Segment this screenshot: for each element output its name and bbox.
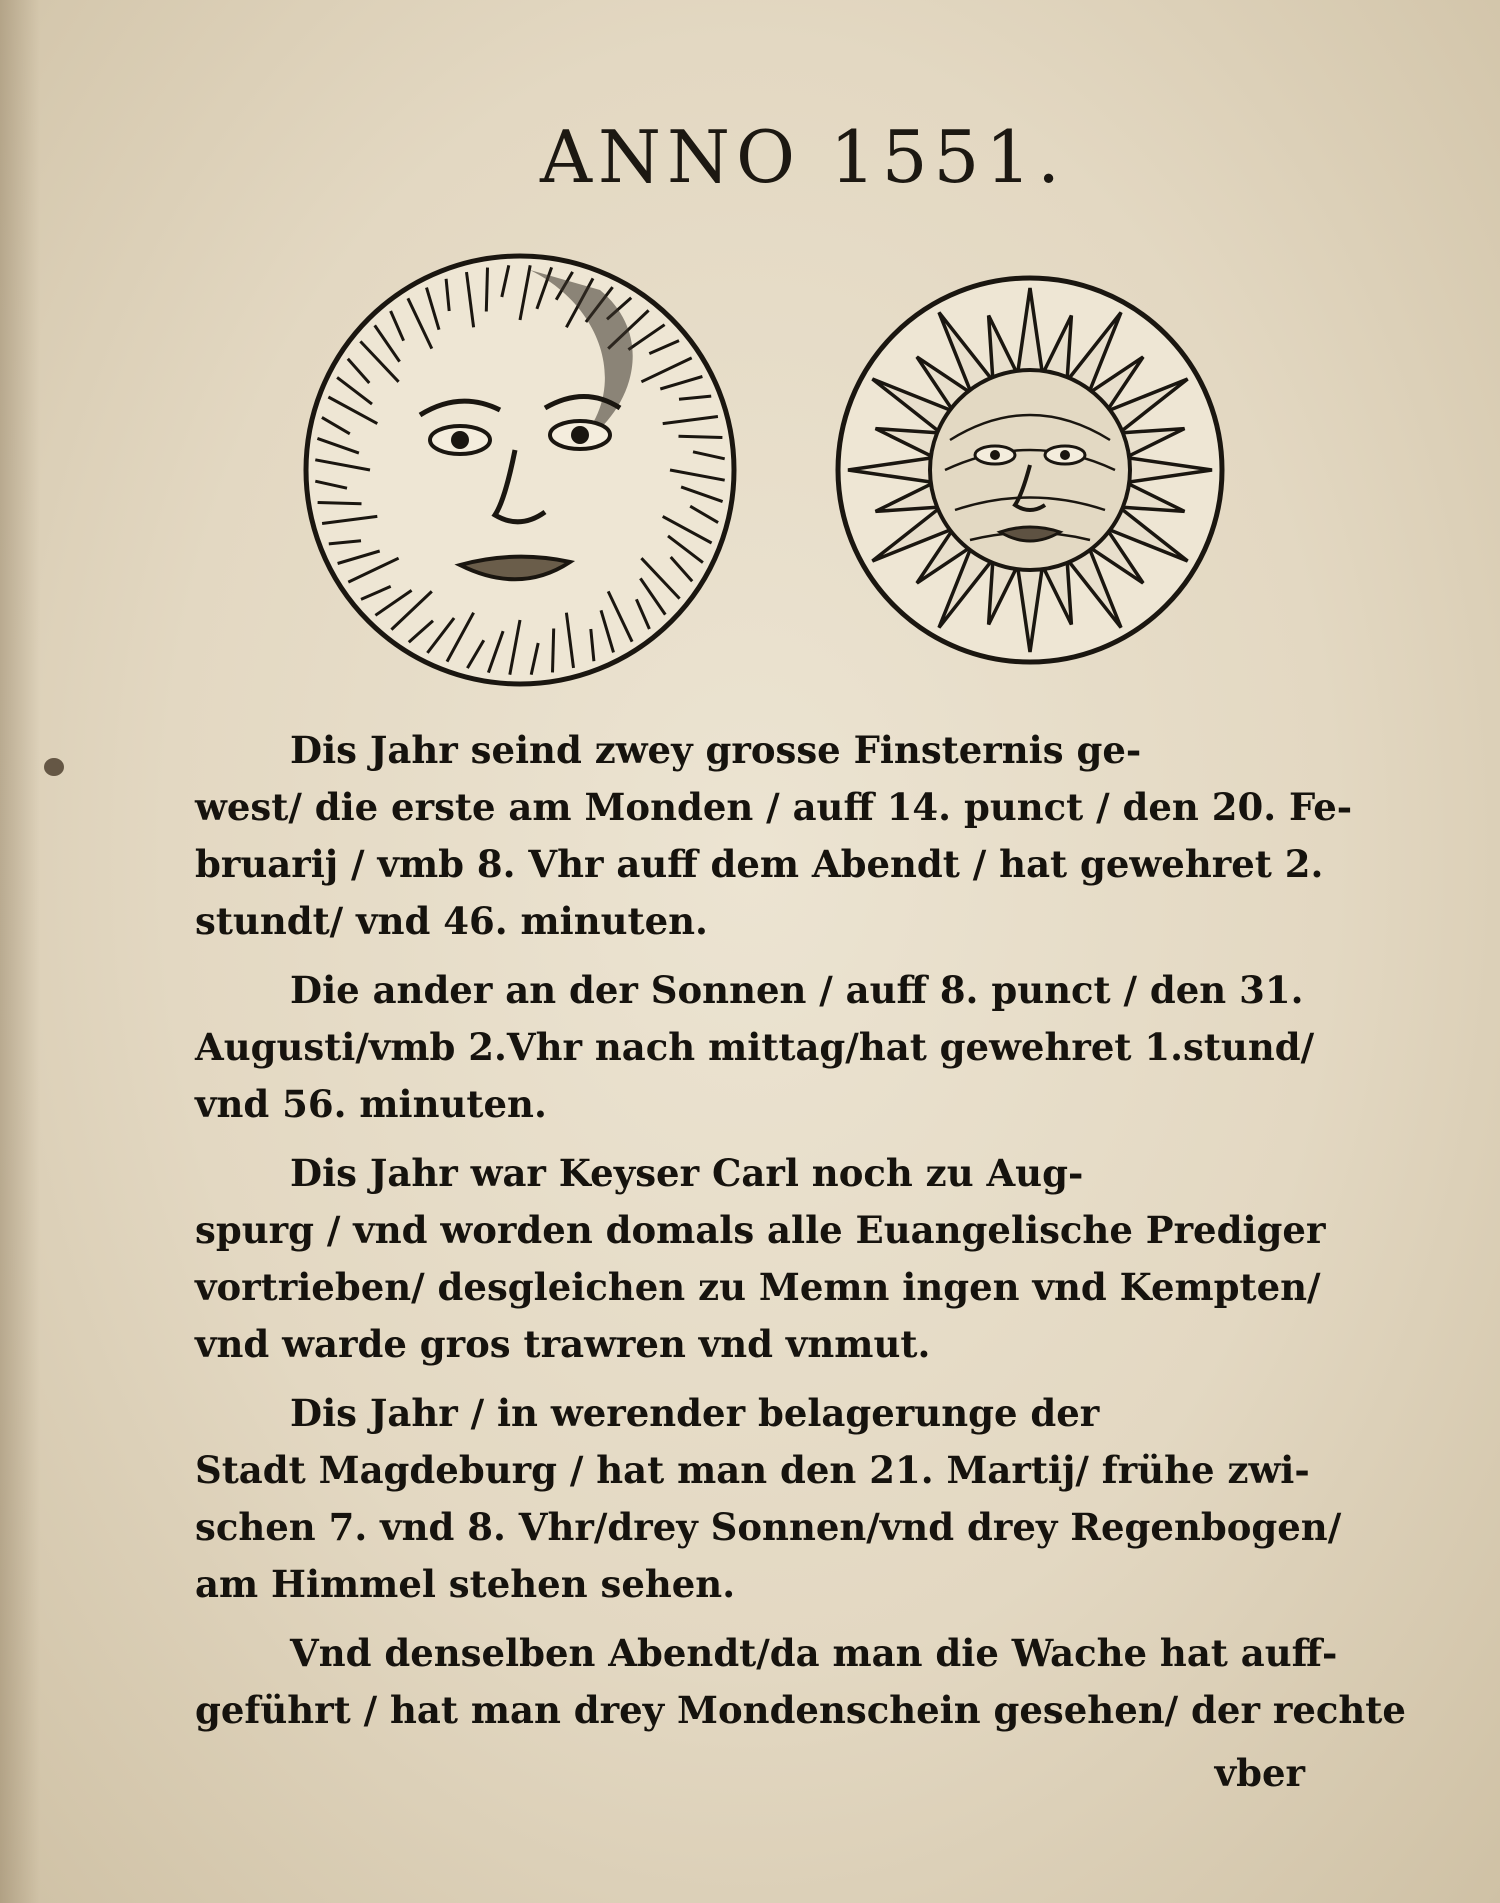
- text-line: Die ander an der Sonnen / auff 8. punct / den 31.: [290, 968, 1304, 1012]
- text-line: vnd 56. minuten.: [195, 1082, 547, 1126]
- text-line: Stadt Magdeburg / hat man den 21. Martij/ frühe zwi-: [195, 1448, 1310, 1492]
- text-line: Dis Jahr / in werender belagerunge der: [290, 1391, 1100, 1435]
- text-line: vortrieben/ desgleichen zu Memn ingen vnd Kempten/: [195, 1265, 1321, 1309]
- paragraph-solar-eclipse: [195, 962, 1315, 1133]
- text-line: geführt / hat man drey Mondenschein gesehen/ der rechte: [195, 1688, 1406, 1732]
- moon-face-icon: [300, 250, 740, 690]
- body-text: [195, 722, 1406, 1795]
- text-line: spurg / vnd worden domals alle Euangelische Prediger: [195, 1208, 1326, 1252]
- page-heading: ANNO 1551.: [540, 115, 1067, 199]
- paragraph-eclipses: [195, 722, 1353, 950]
- text-line: am Himmel stehen sehen.: [195, 1562, 736, 1606]
- text-line: west/ die erste am Monden / auff 14. punct / den 20. Fe-: [195, 785, 1353, 829]
- catchword: vber: [1214, 1751, 1305, 1795]
- sun-face-icon: [830, 270, 1230, 670]
- ink-spot: [44, 758, 64, 776]
- text-line: Dis Jahr seind zwey grosse Finsternis ge-: [290, 728, 1142, 772]
- text-line: Augusti/vmb 2.Vhr nach mittag/hat gewehret 1.stund/: [195, 1025, 1315, 1069]
- page-edge-shadow: [0, 0, 40, 1903]
- text-line: stundt/ vnd 46. minuten.: [195, 899, 708, 943]
- text-line: vnd warde gros trawren vnd vnmut.: [195, 1322, 931, 1366]
- paragraph-keyser-carl: [195, 1145, 1326, 1373]
- paragraph-mondenschein: [195, 1625, 1406, 1739]
- text-line: bruarij / vmb 8. Vhr auff dem Abendt / hat gewehret 2.: [195, 842, 1324, 886]
- text-line: Vnd denselben Abendt/da man die Wache hat auff-: [290, 1631, 1338, 1675]
- text-line: schen 7. vnd 8. Vhr/drey Sonnen/vnd drey Regenbogen/: [195, 1505, 1342, 1549]
- text-line: Dis Jahr war Keyser Carl noch zu Aug-: [290, 1151, 1084, 1195]
- paragraph-magdeburg: [195, 1385, 1342, 1613]
